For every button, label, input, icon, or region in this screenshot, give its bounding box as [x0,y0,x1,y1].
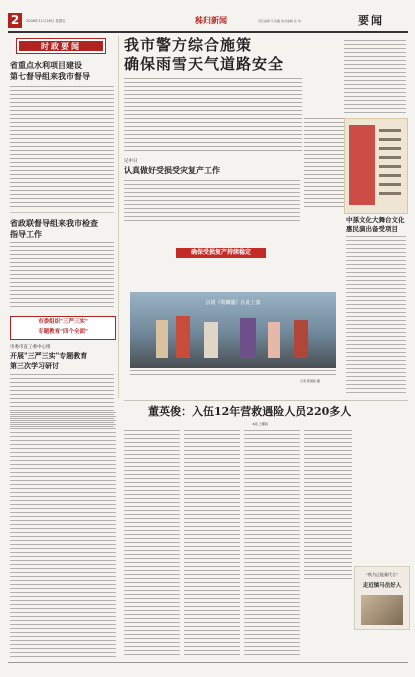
headline: 第三次学习研讨 [10,361,59,370]
headline: 省政联督导组来我市检查 [10,218,98,228]
bottom-body-col4 [304,430,352,580]
headline: 惠民演出备受项目 [346,225,398,233]
left-bottom-body [10,412,116,658]
section-title: 要闻 [358,14,384,27]
editors-line: 责任编辑 年余鑫 美术编辑 张 伟 [258,19,301,23]
bottom-byline: 本报 王鹏程 [252,422,268,426]
lead-headline: 我市警方综合施策 [124,36,253,54]
ad-line: 走近镇马岳好人 [362,583,402,589]
bottom-body-col2 [184,430,240,658]
performer [240,318,256,358]
page-header [8,9,408,31]
sub-story [124,158,308,176]
calligraphy-image [344,118,408,214]
lead-headline: 确保雨雪天气道路安全 [124,55,285,73]
photo-credit: 记者 陈国栋 摄 [300,379,320,383]
stage-photo [130,292,336,368]
date-line: 2008年11月28日 星期五 [26,19,66,23]
banner-line: 市委组织"三严三实" [38,319,88,325]
performer [156,320,168,358]
right-top-body [344,40,406,114]
bottom-rule [124,400,408,401]
right-article-body [346,236,406,396]
banner-line: 专题教育"四个全面" [38,329,88,335]
bottom-headline: 董英俊：入伍12年营救遇险人员220多人 [148,405,352,418]
right-article-title [346,216,408,234]
lead-story-body [124,78,302,152]
photo-title: 京剧《锁麟囊》在此上演 [205,300,261,306]
kicker: 记中日 [124,159,138,164]
photo-caption [130,370,336,378]
column-tag-label: 时政要闻 [19,41,103,51]
bottom-body-col1 [124,430,180,658]
ad-image [361,595,403,625]
sub-story-body [124,180,300,224]
page-number: 2 [8,13,22,28]
column-tag [16,38,106,54]
left-article-1-body [10,86,114,208]
headline: 认真做好受损受灾复产工作 [124,165,220,175]
left-article-2-title [10,218,114,240]
masthead: 秭归新闻 [195,15,227,25]
performer [176,316,190,358]
headline: 第七督导组来我市督导 [10,71,90,81]
ad-box [354,566,410,630]
divider [10,212,114,213]
header-rule [8,31,408,33]
left-banner [10,316,116,340]
headline: 指导工作 [10,229,42,239]
footer-rule [8,662,408,663]
left-article-3-title [10,344,114,371]
ink-strokes [379,129,401,199]
performer [268,322,280,358]
column-divider [118,36,119,398]
left-article-2-body [10,242,114,310]
left-column [8,36,116,396]
ad-line: "秋为正能量代言" [366,572,398,577]
kicker: 市委市直工委中心组 [10,345,51,350]
stamp-banner: 确保受损复产持续稳定 [176,248,266,258]
headline: 省重点水利项目建设 [10,60,82,70]
performer [294,320,308,358]
lead-story-body-2 [304,118,344,208]
performer [204,322,218,358]
headline: 开展"三严三实"专题教育 [10,351,88,360]
headline: 中孫文化大舞台文化 [346,216,405,224]
bottom-body-col3 [244,430,300,658]
left-article-1-title [10,60,114,82]
red-seal [349,125,375,205]
